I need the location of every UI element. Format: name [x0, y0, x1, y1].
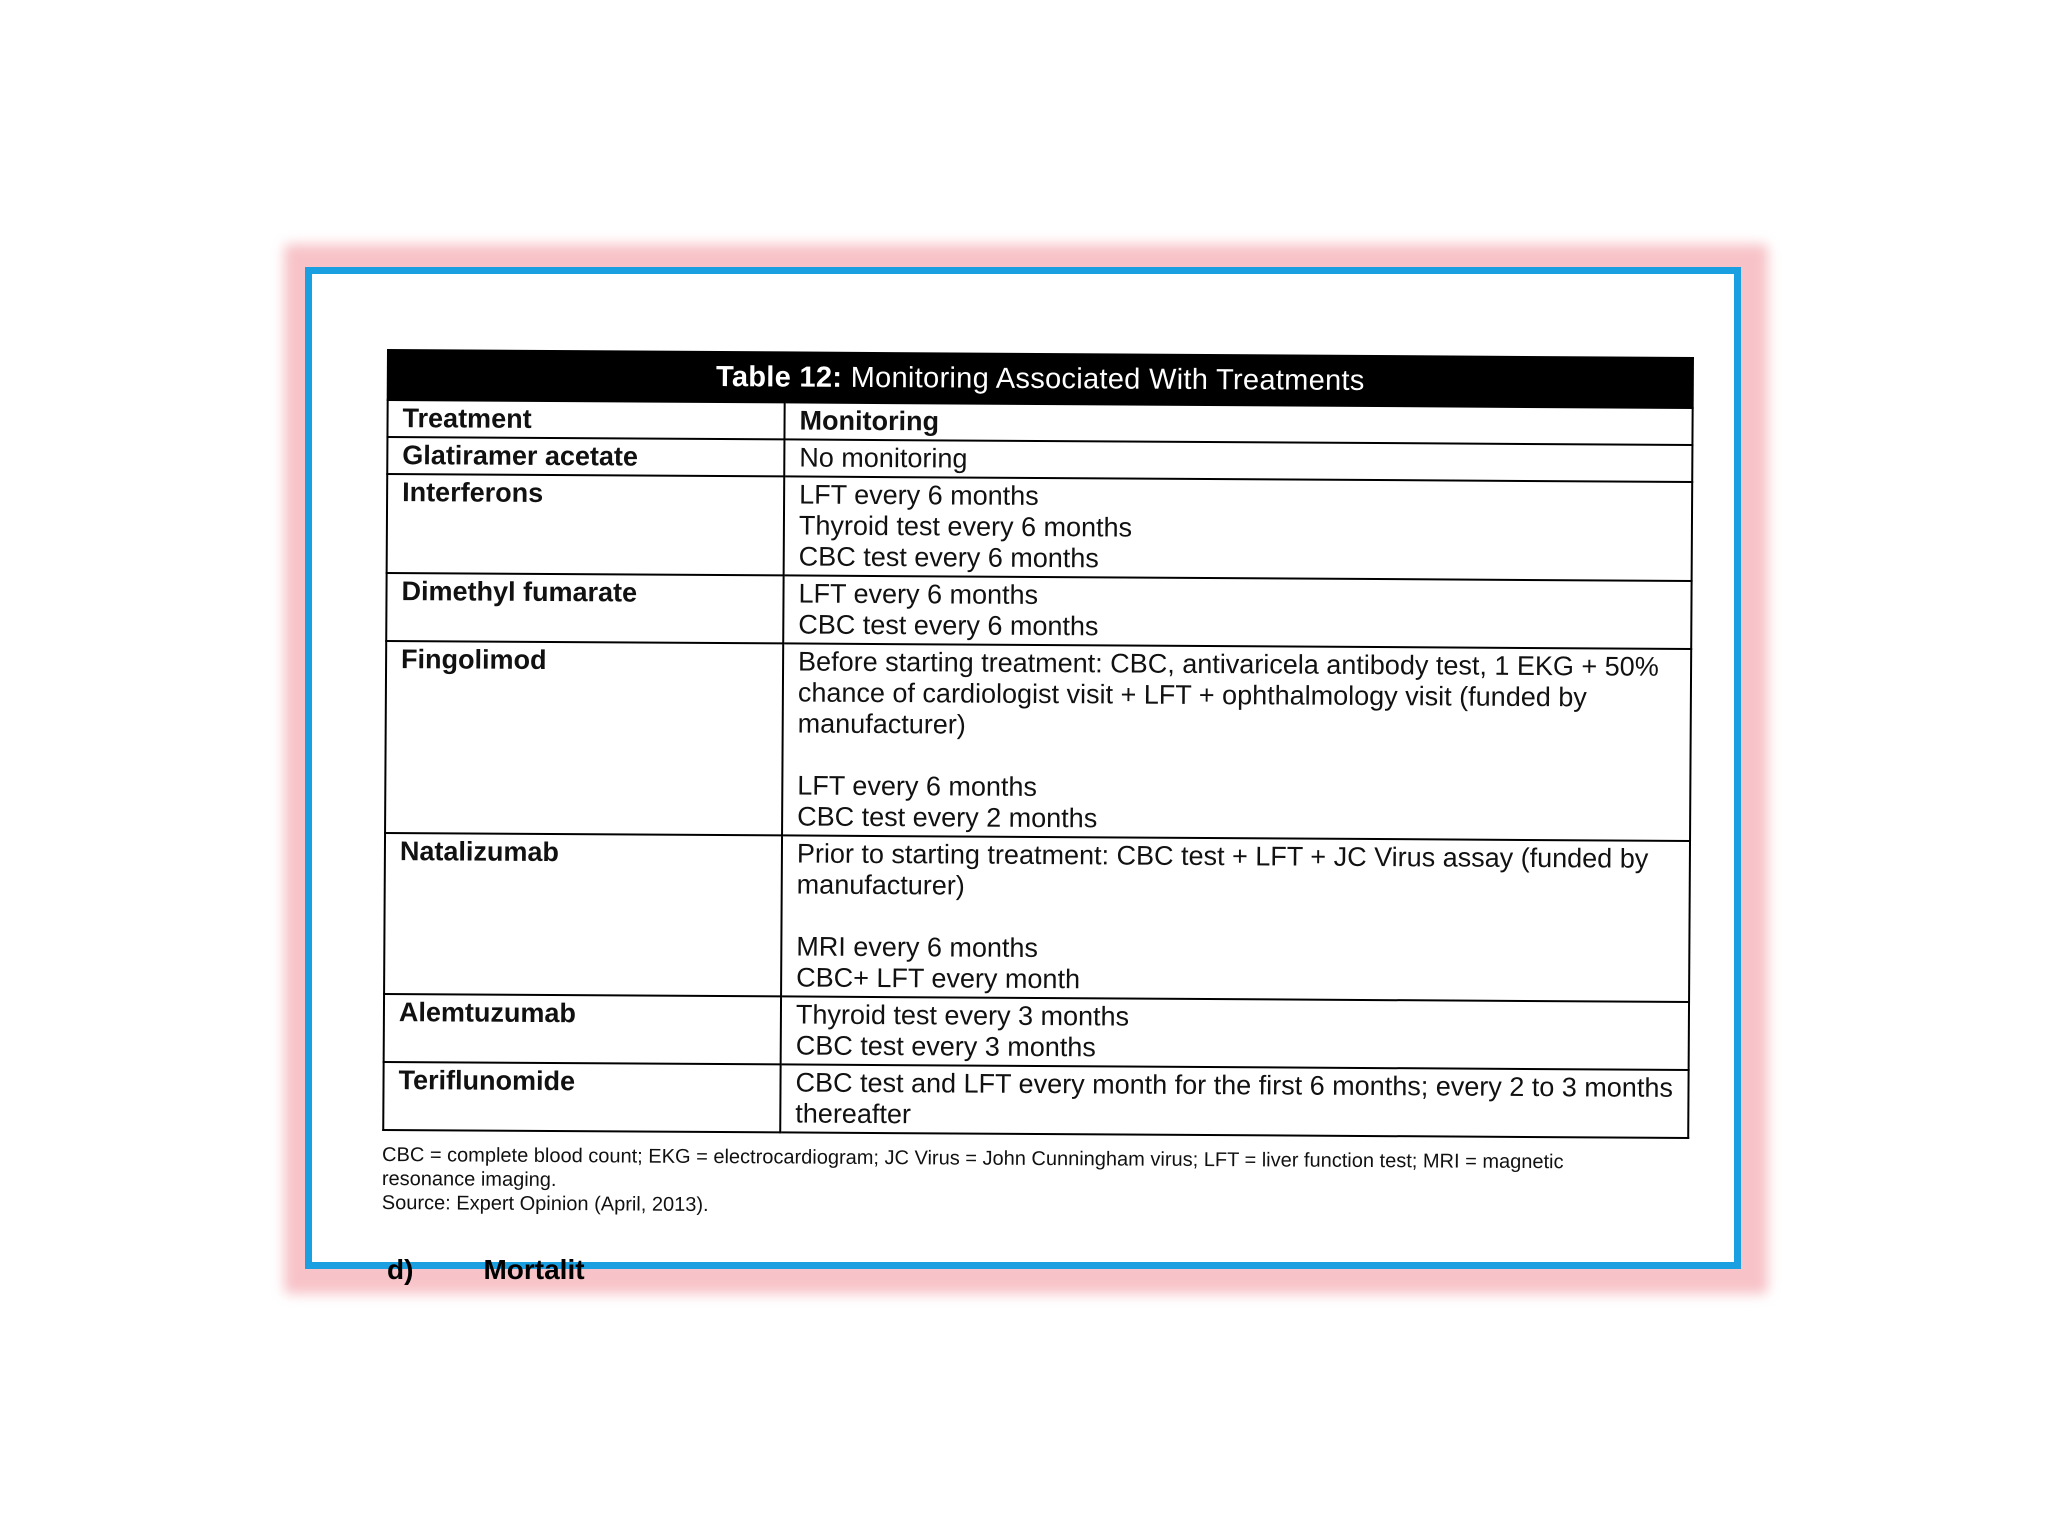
- treatment-cell: Alemtuzumab: [384, 994, 781, 1064]
- table-row: [386, 573, 1691, 649]
- next-section-heading: [387, 1254, 655, 1286]
- treatment-cell: Fingolimod: [385, 641, 783, 835]
- monitoring-line: CBC test and LFT every month for the first 6 months; every 2 to 3 months thereafter: [795, 1067, 1673, 1130]
- footnote: CBC = complete blood count; EKG = electrocardiogram; JC Virus = John Cunningham virus; LFT = liver function test; MRI = magnetic resonance imaging.: [381, 1143, 1564, 1192]
- monitoring-cell: [782, 643, 1691, 841]
- monitoring-table: [382, 349, 1694, 1139]
- document-frame: [305, 267, 1741, 1285]
- section-title: Mortalit: [483, 1254, 585, 1285]
- monitoring-cell: [784, 476, 1693, 581]
- table-notes: [382, 1143, 1642, 1223]
- section-label: d): [387, 1254, 414, 1285]
- treatment-cell: Glatiramer acetate: [387, 437, 784, 476]
- monitoring-line: Before starting treatment: CBC, antivaricela antibody test, 1 EKG + 50% chance of cardiologist visit + LFT + ophthalmology visit (funded by manufacturer): [797, 646, 1659, 740]
- monitoring-line: CBC test every 2 months: [797, 801, 1098, 834]
- treatment-cell: Natalizumab: [384, 833, 782, 996]
- table-title: [388, 350, 1693, 408]
- header-treatment: Treatment: [387, 400, 784, 439]
- monitoring-line: CBC+ LFT every month: [796, 962, 1081, 995]
- monitoring-line: Thyroid test every 3 months: [795, 999, 1130, 1032]
- document-page: [382, 349, 1697, 1223]
- table-title-number: Table 12:: [715, 360, 843, 394]
- monitoring-cell: [784, 439, 1692, 482]
- monitoring-line: Thyroid test every 6 months: [798, 510, 1133, 543]
- monitoring-line: CBC test every 6 months: [798, 609, 1099, 642]
- monitoring-line: LFT every 6 months: [799, 479, 1039, 511]
- monitoring-line: CBC test every 3 months: [795, 1030, 1096, 1063]
- source-note: Source: Expert Opinion (April, 2013).: [381, 1191, 709, 1216]
- table-title-text: Monitoring Associated With Treatments: [842, 361, 1365, 397]
- table-row: [383, 1062, 1688, 1138]
- monitoring-cell: [781, 996, 1689, 1070]
- monitoring-line: CBC test every 6 months: [798, 541, 1099, 574]
- monitoring-cell: [783, 575, 1691, 649]
- monitoring-cell: [780, 1064, 1688, 1138]
- header-monitoring: Monitoring: [784, 402, 1692, 445]
- treatment-cell: Dimethyl fumarate: [386, 573, 783, 643]
- monitoring-cell: [781, 835, 1690, 1002]
- monitoring-line: Prior to starting treatment: CBC test + LFT + JC Virus assay (funded by manufacturer): [796, 838, 1649, 901]
- monitoring-line: No monitoring: [799, 442, 968, 474]
- treatment-cell: Interferons: [387, 474, 785, 575]
- table-row: [387, 474, 1693, 581]
- table-row: [384, 833, 1690, 1002]
- table-row: [385, 641, 1691, 841]
- monitoring-line: LFT every 6 months: [797, 770, 1038, 802]
- monitoring-line: MRI every 6 months: [796, 931, 1039, 963]
- monitoring-line: LFT every 6 months: [798, 578, 1039, 610]
- treatment-cell: Teriflunomide: [383, 1062, 780, 1132]
- table-row: [384, 994, 1689, 1070]
